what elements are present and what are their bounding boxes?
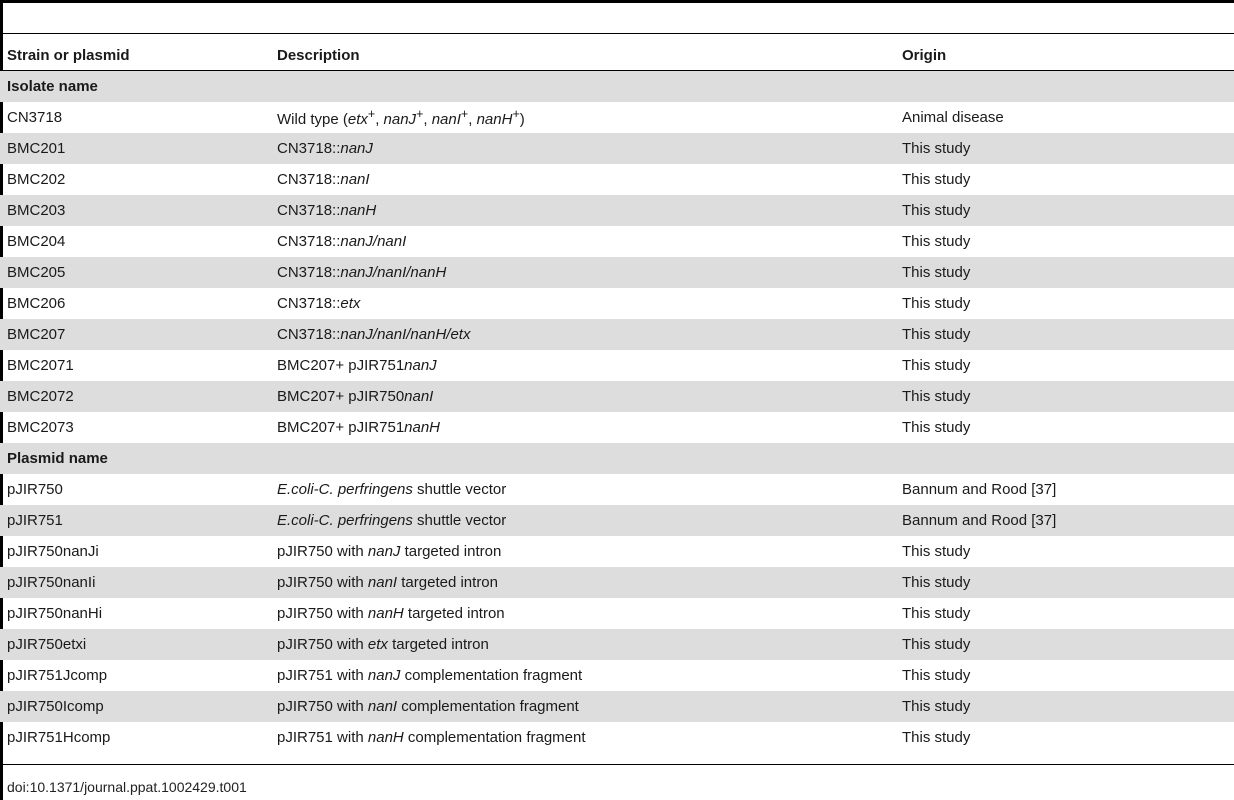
strain-cell: pJIR750nanIi: [0, 567, 270, 598]
table-row: [0, 164, 1234, 195]
strain-cell: BMC205: [0, 257, 270, 288]
strain-cell: BMC206: [7, 295, 66, 312]
description-cell: E.coli-C. perfringens shuttle vector: [270, 505, 895, 536]
origin-cell: This study: [895, 381, 1234, 412]
table-row: [0, 133, 1234, 164]
table-row: [0, 102, 1234, 133]
description-cell: BMC207+ pJIR751nanH: [277, 419, 441, 436]
table-row: [0, 660, 1234, 691]
origin-cell: Bannum and Rood [37]: [895, 505, 1234, 536]
origin-cell: This study: [902, 171, 971, 188]
table-row: [0, 505, 1234, 536]
origin-cell: This study: [895, 257, 1234, 288]
strain-cell: pJIR751Jcomp: [7, 667, 108, 684]
section-label: Plasmid name: [0, 443, 1234, 474]
strain-cell: pJIR750nanJi: [7, 543, 99, 560]
origin-cell: This study: [895, 195, 1234, 226]
origin-cell: This study: [902, 729, 971, 746]
strain-cell: BMC201: [0, 133, 270, 164]
strain-cell: pJIR751: [0, 505, 270, 536]
origin-cell: Bannum and Rood [37]: [902, 481, 1057, 498]
description-cell: pJIR750 with nanH targeted intron: [277, 605, 505, 622]
description-cell: pJIR751 with nanH complementation fragment: [277, 729, 586, 746]
section-row: [0, 71, 1234, 103]
table-row: [0, 722, 1234, 753]
description-cell: CN3718::nanJ: [270, 133, 895, 164]
origin-cell: This study: [895, 319, 1234, 350]
table-row: [0, 195, 1234, 226]
description-cell: pJIR750 with etx targeted intron: [270, 629, 895, 660]
description-cell: CN3718::nanJ/nanI: [277, 233, 407, 250]
strain-cell: pJIR751Hcomp: [7, 729, 111, 746]
description-cell: E.coli-C. perfringens shuttle vector: [277, 481, 507, 498]
description-cell: BMC207+ pJIR750nanI: [270, 381, 895, 412]
table-row: [0, 412, 1234, 443]
table-row: [0, 288, 1234, 319]
origin-cell: This study: [902, 419, 971, 436]
origin-cell: This study: [895, 133, 1234, 164]
table-row: [0, 567, 1234, 598]
description-cell: pJIR750 with nanJ targeted intron: [277, 543, 502, 560]
origin-cell: This study: [895, 629, 1234, 660]
strain-cell: BMC2071: [7, 357, 74, 374]
strains-plasmids-table: [0, 40, 1234, 753]
description-cell: CN3718::nanI: [277, 171, 370, 188]
strain-cell: pJIR750nanHi: [7, 605, 103, 622]
table-row: [0, 536, 1234, 567]
table-row: [0, 381, 1234, 412]
strain-cell: CN3718: [7, 109, 63, 126]
strain-cell: BMC2073: [7, 419, 74, 436]
section-label: Isolate name: [0, 71, 1234, 103]
description-cell: CN3718::nanH: [270, 195, 895, 226]
description-cell: CN3718::nanJ/nanI/nanH/etx: [270, 319, 895, 350]
description-cell: pJIR751 with nanJ complementation fragment: [277, 667, 583, 684]
table-row: [0, 474, 1234, 505]
top-rule: [0, 0, 1234, 3]
description-cell: Wild type (etx+, nanJ+, nanI+, nanH+): [277, 107, 525, 128]
header-row: [0, 40, 1234, 71]
strain-cell: pJIR750etxi: [0, 629, 270, 660]
table-row: [0, 226, 1234, 257]
column-header-description: Description: [270, 40, 895, 71]
strain-cell: BMC2072: [0, 381, 270, 412]
description-cell: pJIR750 with nanI targeted intron: [270, 567, 895, 598]
strain-cell: pJIR750Icomp: [0, 691, 270, 722]
origin-cell: This study: [895, 567, 1234, 598]
table-row: [0, 350, 1234, 381]
table-row: [0, 319, 1234, 350]
column-header-origin: Origin: [895, 40, 1234, 71]
table-row: [0, 629, 1234, 660]
description-cell: pJIR750 with nanI complementation fragment: [270, 691, 895, 722]
origin-cell: Animal disease: [902, 109, 1004, 126]
table-body: [0, 71, 1234, 754]
table-row: [0, 598, 1234, 629]
strain-cell: pJIR750: [7, 481, 63, 498]
bottom-rule: [0, 764, 1234, 765]
header-top-rule: [0, 33, 1234, 34]
description-cell: CN3718::etx: [277, 295, 361, 312]
origin-cell: This study: [902, 605, 971, 622]
table-row: [0, 257, 1234, 288]
column-header-strain: Strain or plasmid: [0, 40, 270, 71]
strain-cell: BMC207: [0, 319, 270, 350]
strain-cell: BMC204: [7, 233, 66, 250]
origin-cell: This study: [902, 295, 971, 312]
description-cell: BMC207+ pJIR751nanJ: [277, 357, 437, 374]
origin-cell: This study: [902, 543, 971, 560]
description-cell: CN3718::nanJ/nanI/nanH: [270, 257, 895, 288]
strain-cell: BMC202: [7, 171, 66, 188]
origin-cell: This study: [902, 667, 971, 684]
origin-cell: This study: [902, 357, 971, 374]
table-row: [0, 691, 1234, 722]
strain-cell: BMC203: [0, 195, 270, 226]
section-row: [0, 443, 1234, 474]
origin-cell: This study: [902, 233, 971, 250]
origin-cell: This study: [895, 691, 1234, 722]
doi-footer: doi:10.1371/journal.ppat.1002429.t001: [7, 779, 247, 795]
